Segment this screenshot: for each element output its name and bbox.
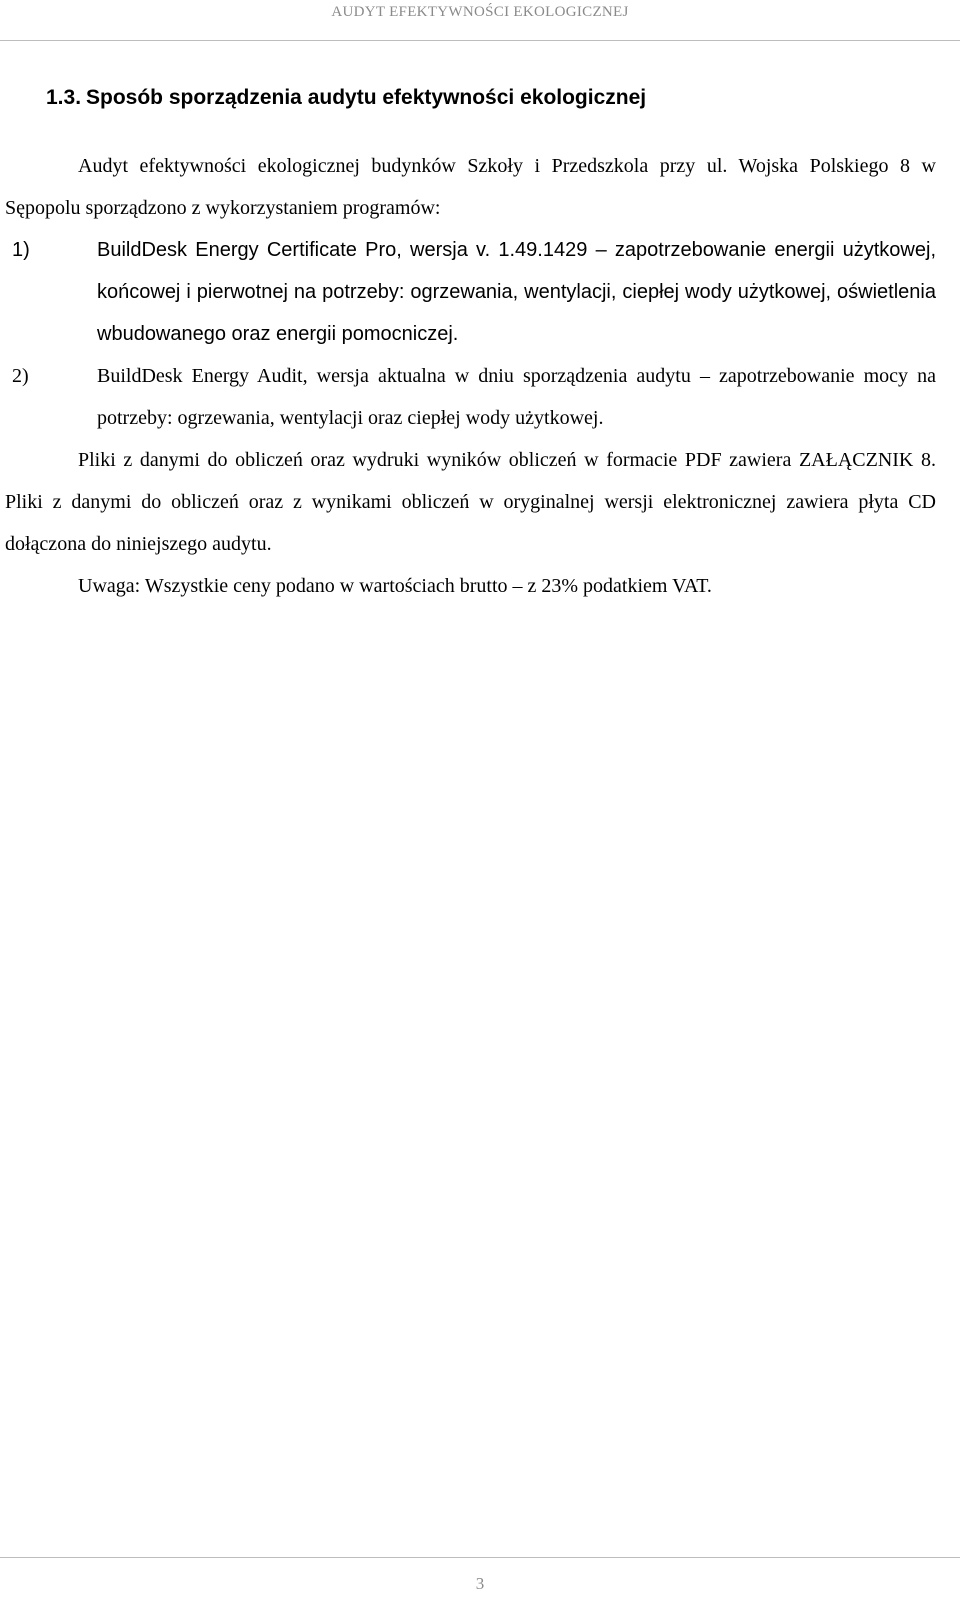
list-marker: 1) xyxy=(12,239,30,261)
list-item-text: BuildDesk Energy Audit, wersja aktualna w dniu sporządzenia audytu – zapotrzebowanie mocy na potrzeby: ogrzewania, wentylacji oraz ciepłej wody użytkowej. xyxy=(97,365,936,429)
footer-divider xyxy=(0,1557,960,1558)
page-number: 3 xyxy=(475,1574,485,1593)
section-title: Sposób sporządzenia audytu efektywności ekologicznej xyxy=(86,86,647,109)
vat-note: Uwaga: Wszystkie ceny podano w wartościach brutto – z 23% podatkiem VAT. xyxy=(78,575,712,597)
list-item xyxy=(5,229,936,355)
program-list xyxy=(5,229,936,439)
header-divider xyxy=(0,40,960,41)
files-paragraph: Pliki z danymi do obliczeń oraz wydruki wyników obliczeń w formacie PDF zawiera ZAŁĄCZNIK 8. Pliki z danymi do obliczeń oraz z wynikami obliczeń w oryginalnej wersji elektronicznej zawiera płyta CD dołączona do niniejszego audytu. xyxy=(5,449,936,555)
section-number: 1.3. xyxy=(46,86,82,109)
list-item xyxy=(5,355,936,439)
list-marker: 2) xyxy=(12,365,29,387)
running-header: AUDYT EFEKTYWNOŚCI EKOLOGICZNEJ xyxy=(331,4,629,20)
intro-paragraph: Audyt efektywności ekologicznej budynków Szkoły i Przedszkola przy ul. Wojska Polskiego 8 w Sępopolu sporządzono z wykorzystaniem programów: xyxy=(5,155,936,219)
list-item-text: BuildDesk Energy Certificate Pro, wersja v. 1.49.1429 – zapotrzebowanie energii użytkowej, końcowej i pierwotnej na potrzeby: ogrzewania, wentylacji, ciepłej wody użytkowej, oświetlenia wbudowanego oraz energii pomocniczej. xyxy=(97,239,936,345)
document-body xyxy=(5,145,936,607)
section-heading xyxy=(46,84,646,112)
